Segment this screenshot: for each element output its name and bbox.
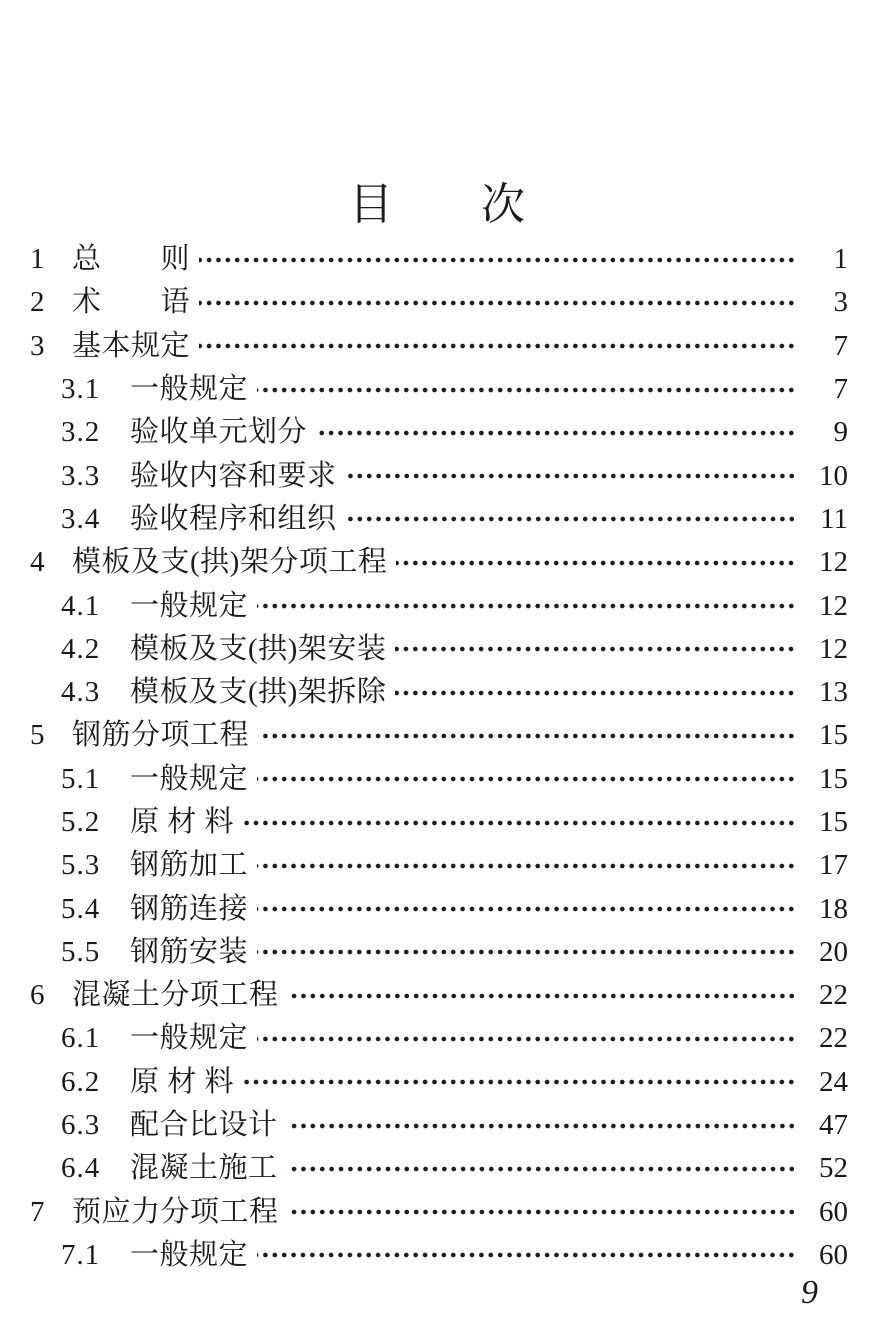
entry-number: 3.4 (61, 502, 101, 535)
entry-label: 一般规定 (130, 373, 249, 406)
entry-label: 原 材 料 (130, 1065, 235, 1098)
dotted-leader (287, 1104, 796, 1147)
entry-label: 模板及支(拱)架分项工程 (72, 546, 388, 579)
toc-entry (30, 1191, 848, 1234)
toc-entry (30, 1147, 848, 1190)
toc-entry (30, 758, 848, 801)
entry-label: 一般规定 (130, 589, 249, 622)
entry-label: 钢筋加工 (130, 849, 249, 882)
toc-entry (30, 1017, 848, 1060)
dotted-leader (396, 541, 796, 584)
toc-entry (30, 801, 848, 844)
entry-number: 3.2 (61, 416, 101, 449)
dotted-leader (199, 281, 796, 324)
entry-number: 6.1 (61, 1022, 101, 1055)
toc-entry (30, 368, 848, 411)
dotted-leader (288, 1191, 796, 1234)
toc-entry (30, 281, 848, 324)
entry-page: 11 (820, 502, 848, 535)
entry-page: 7 (833, 329, 848, 362)
dotted-leader (199, 325, 796, 368)
dotted-leader (395, 671, 796, 714)
dotted-leader (257, 368, 796, 411)
entry-number: 6.2 (61, 1065, 101, 1098)
toc-entry (30, 844, 848, 887)
entry-label: 模板及支(拱)架拆除 (130, 676, 387, 709)
toc-entry (30, 628, 848, 671)
entry-page: 7 (833, 373, 848, 406)
dotted-leader (243, 1061, 796, 1104)
toc-entry (30, 411, 848, 454)
toc-entry (30, 974, 848, 1017)
entry-label: 一般规定 (130, 762, 249, 795)
entry-number: 4.2 (61, 632, 101, 665)
dotted-leader (346, 498, 796, 541)
entry-number: 5 (30, 719, 46, 752)
toc-entry (30, 454, 848, 497)
toc-entry (30, 325, 848, 368)
toc-entry (30, 498, 848, 541)
dotted-leader (257, 1234, 796, 1277)
entry-page: 18 (819, 892, 848, 925)
entry-label: 一般规定 (130, 1238, 249, 1271)
entry-page: 22 (819, 1022, 848, 1055)
dotted-leader (199, 238, 796, 281)
dotted-leader (287, 1147, 796, 1190)
entry-number: 6.4 (61, 1152, 101, 1185)
entry-number: 3.3 (61, 459, 101, 492)
dotted-leader (257, 584, 796, 627)
folio-page-number: 9 (801, 1274, 818, 1311)
dotted-leader (346, 454, 796, 497)
entry-page: 22 (819, 979, 848, 1012)
entry-page: 9 (833, 416, 848, 449)
entry-number: 6.3 (61, 1109, 101, 1142)
dotted-leader (257, 1017, 796, 1060)
entry-page: 47 (819, 1109, 848, 1142)
dotted-leader (243, 801, 796, 844)
entry-page: 60 (819, 1238, 848, 1271)
entry-label: 预应力分项工程 (72, 1195, 279, 1228)
entry-number: 7.1 (61, 1238, 101, 1271)
entry-page: 10 (819, 459, 848, 492)
entry-label: 钢筋分项工程 (72, 719, 250, 752)
entry-number: 3.1 (61, 373, 101, 406)
entry-label: 模板及支(拱)架安装 (130, 632, 387, 665)
toc-entry (30, 1234, 848, 1277)
entry-page: 13 (819, 676, 848, 709)
toc-entry (30, 1061, 848, 1104)
toc-list (30, 238, 848, 1277)
dotted-leader (257, 844, 796, 887)
entry-label: 钢筋安装 (130, 935, 249, 968)
entry-label: 术 语 (72, 286, 191, 319)
entry-number: 2 (30, 286, 46, 319)
entry-page: 1 (833, 243, 848, 276)
dotted-leader (288, 974, 796, 1017)
dotted-leader (257, 887, 796, 930)
toc-title: 目 次 (349, 180, 525, 230)
entry-number: 5.5 (61, 935, 101, 968)
entry-number: 7 (30, 1195, 46, 1228)
entry-number: 4 (30, 546, 46, 579)
entry-number: 5.3 (61, 849, 101, 882)
toc-entry (30, 931, 848, 974)
entry-page: 12 (819, 546, 848, 579)
dotted-leader (395, 628, 796, 671)
dotted-leader (316, 411, 796, 454)
entry-number: 5.4 (61, 892, 101, 925)
entry-label: 验收单元划分 (130, 416, 308, 449)
dotted-leader (258, 714, 796, 757)
entry-page: 3 (833, 286, 848, 319)
entry-label: 验收程序和组织 (130, 502, 337, 535)
entry-page: 24 (819, 1065, 848, 1098)
entry-number: 4.3 (61, 676, 101, 709)
toc-entry (30, 1104, 848, 1147)
toc-entry (30, 887, 848, 930)
entry-page: 52 (819, 1152, 848, 1185)
dotted-leader (257, 931, 796, 974)
toc-entry (30, 714, 848, 757)
toc-entry (30, 584, 848, 627)
entry-label: 原 材 料 (130, 806, 235, 838)
entry-page: 20 (819, 935, 848, 968)
entry-label: 验收内容和要求 (130, 459, 337, 492)
toc-entry (30, 671, 848, 714)
toc-entry (30, 238, 848, 281)
entry-number: 4.1 (61, 589, 101, 622)
entry-label: 混凝土施工 (130, 1152, 278, 1185)
entry-page: 12 (819, 589, 848, 622)
entry-label: 配合比设计 (130, 1109, 278, 1142)
entry-number: 3 (30, 329, 46, 362)
entry-page: 12 (819, 632, 848, 665)
entry-label: 总 则 (72, 243, 191, 276)
entry-label: 钢筋连接 (130, 892, 249, 925)
entry-number: 5.2 (61, 806, 101, 838)
toc-entry (30, 541, 848, 584)
entry-page: 17 (819, 849, 848, 882)
entry-page: 60 (819, 1195, 848, 1228)
entry-page: 15 (819, 806, 848, 838)
entry-label: 基本规定 (72, 329, 191, 362)
entry-number: 1 (30, 243, 46, 276)
entry-page: 15 (819, 719, 848, 752)
dotted-leader (257, 758, 796, 801)
entry-page: 15 (819, 762, 848, 795)
entry-number: 5.1 (61, 762, 101, 795)
entry-number: 6 (30, 979, 46, 1012)
entry-label: 混凝土分项工程 (72, 979, 279, 1012)
entry-label: 一般规定 (130, 1022, 249, 1055)
